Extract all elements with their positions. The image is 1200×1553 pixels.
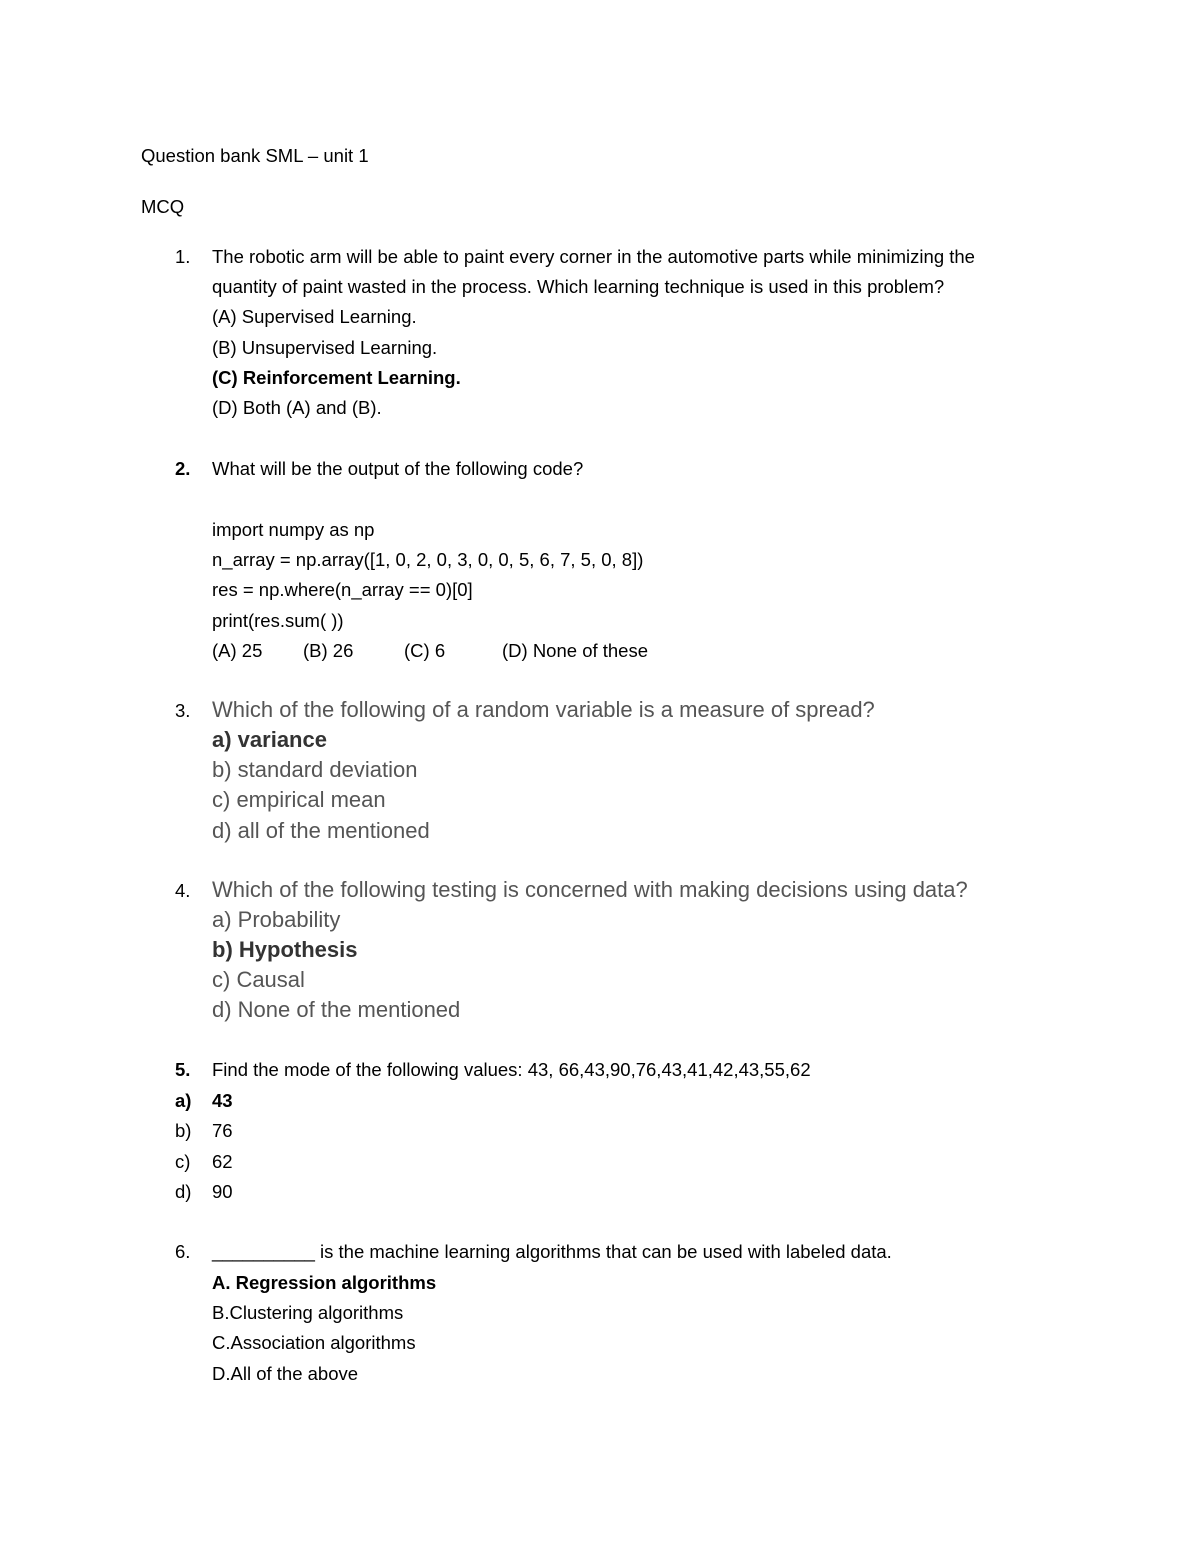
option-b: (B) 26 [303,640,354,661]
option-b: (B) Unsupervised Learning. [212,337,438,358]
question-text: What will be the output of the following code? [212,458,584,479]
code-line-4: print(res.sum( )) [212,610,344,631]
option-c: c) Causal [212,967,305,992]
question-text-continued: quantity of paint wasted in the process. Which learning technique is used in this problem? [212,276,945,297]
question-number: 3. [175,700,191,721]
option-value-a-answer: 43 [212,1090,233,1111]
question-number: 4. [175,880,191,901]
option-value-c: 62 [212,1151,233,1172]
option-label-c: c) [175,1151,191,1172]
question-number: 6. [175,1241,191,1262]
option-d: d) all of the mentioned [212,818,430,843]
option-c-answer: (C) Reinforcement Learning. [212,367,461,388]
option-b: B.Clustering algorithms [212,1302,404,1323]
question-text-rest: is the machine learning algorithms that can be used with labeled data. [314,1241,892,1262]
option-label-b: b) [175,1120,192,1141]
option-c: (C) 6 [404,640,446,661]
question-text: The robotic arm will be able to paint every corner in the automotive parts while minimizing the [212,246,975,267]
option-value-b: 76 [212,1120,233,1141]
option-b: b) standard deviation [212,757,418,782]
question-text: Which of the following testing is concerned with making decisions using data? [212,877,968,902]
code-line-2: n_array = np.array([1, 0, 2, 0, 3, 0, 0, 5, 6, 7, 5, 0, 8]) [212,549,644,570]
code-line-1: import numpy as np [212,519,375,540]
question-text [212,1240,892,1264]
option-a: a) Probability [212,907,341,932]
option-d: D.All of the above [212,1363,359,1384]
document-title: Question bank SML – unit 1 [141,145,369,166]
question-text: Which of the following of a random variable is a measure of spread? [212,697,875,722]
option-d: (D) Both (A) and (B). [212,397,382,418]
question-number: 5. [175,1059,191,1080]
option-value-d: 90 [212,1181,233,1202]
option-a: (A) Supervised Learning. [212,306,417,327]
fill-in-blank: __________ [212,1241,315,1262]
option-c: C.Association algorithms [212,1332,416,1353]
option-c: c) empirical mean [212,787,386,812]
option-a: (A) 25 [212,640,263,661]
question-number: 2. [175,458,191,479]
option-a-answer: A. Regression algorithms [212,1272,437,1293]
option-a-answer: a) variance [212,727,327,752]
question-number: 1. [175,246,191,267]
section-heading: MCQ [141,196,185,217]
option-label-d: d) [175,1181,192,1202]
option-d: (D) None of these [502,640,649,661]
option-b-answer: b) Hypothesis [212,937,358,962]
option-label-a: a) [175,1090,192,1111]
code-line-3: res = np.where(n_array == 0)[0] [212,579,473,600]
question-text: Find the mode of the following values: 43, 66,43,90,76,43,41,42,43,55,62 [212,1059,811,1080]
option-d: d) None of the mentioned [212,997,461,1022]
